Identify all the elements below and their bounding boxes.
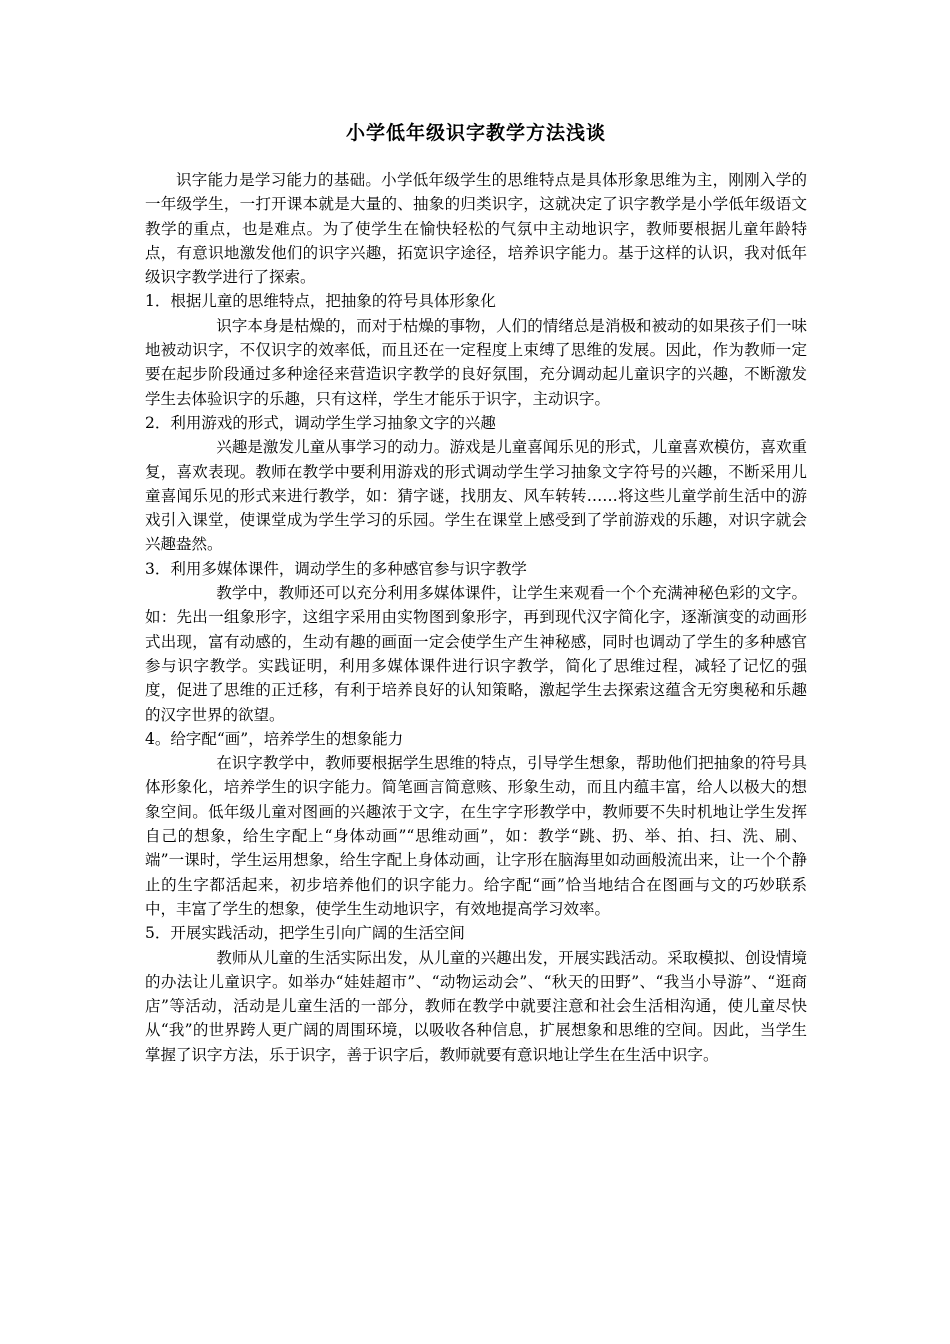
document-title: 小学低年级识字教学方法浅谈 (345, 122, 606, 144)
section-4 (145, 727, 807, 921)
document-page (145, 118, 807, 1067)
section-heading: 1．根据儿童的思维特点，把抽象的符号具体形象化 (145, 292, 496, 311)
section-heading: 3．利用多媒体课件，调动学生的多种感官参与识字教学 (145, 559, 527, 578)
section-body: 兴趣是激发儿童从事学习的动力。游戏是儿童喜闻乐见的形式，儿童喜欢模仿，喜欢重复，喜欢表现。教师在教学中要利用游戏的形式调动学生学习抽象文字符号的兴趣，不断采用儿童喜闻乐见的形式来进行教学，如：猜字谜，找朋友、风车转转……将这些儿童学前生活中的游戏引入课堂，使课堂成为学生学习的乐园。学生在课堂上感受到了学前游戏的乐趣，对识字就会兴趣盎然。 (145, 438, 807, 554)
section-body: 在识字教学中，教师要根据学生思维的特点，引导学生想象，帮助他们把抽象的符号具体形象化，培养学生的识字能力。简笔画言简意赅、形象生动，而且内蕴丰富，给人以极大的想象空间。低年级儿童对图画的兴趣浓于文字，在生字字形教学中，教师要不失时机地让学生发挥自己的想象，给生字配上“身体动画”“思维动画”，如：教学“跳、扔、举、拍、扫、洗、刷、端”一课时，学生运用想象，给生字配上身体动画，让字形在脑海里如动画般流出来，让一个个静止的生字都活起来，初步培养他们的识字能力。给字配“画”恰当地结合在图画与文的巧妙联系中，丰富了学生的想象，使学生生动地识字，有效地提高学习效率。 (145, 754, 807, 918)
section-body: 教师从儿童的生活实际出发，从儿童的兴趣出发，开展实践活动。采取模拟、创设情境的办法让儿童识字。如举办“娃娃超市”、“动物运动会”、“秋天的田野”、“我当小导游”、“逛商店”等活动，活动是儿童生活的一部分，教师在教学中就要注意和社会生活相沟通，使儿童尽快从“我”的世界跨人更广阔的周围环境，以吸收各种信息，扩展想象和思维的空间。因此，当学生掌握了识字方法，乐于识字，善于识字后，教师就要有意识地让学生在生活中识字。 (145, 948, 807, 1064)
section-body: 识字本身是枯燥的，而对于枯燥的事物，人们的情绪总是消极和被动的如果孩子们一味地被动识字，不仅识字的效率低，而且还在一定程度上束缚了思维的发展。因此，作为教师一定要在起步阶段通过多种途径来营造识字教学的良好氛围，充分调动起儿童识字的兴趣，不断激发学生去体验识字的乐趣，只有这样，学生才能乐于识字，主动识字。 (145, 316, 807, 408)
section-5 (145, 921, 807, 1067)
section-heading: 4。给字配“画”，培养学生的想象能力 (145, 729, 404, 748)
section-2 (145, 411, 807, 557)
section-body: 教学中，教师还可以充分利用多媒体课件，让学生来观看一个个充满神秘色彩的文字。如：先出一组象形字，这组字采用由实物图到象形字，再到现代汉字简化字，逐渐演变的动画形式出现，富有动感的，生动有趣的画面一定会使学生产生神秘感，同时也调动了学生的多种感官参与识字教学。实践证明，利用多媒体课件进行识字教学，简化了思维过程，减轻了记忆的强度，促进了思维的正迁移，有利于培养良好的认知策略，激起学生去探索这蕴含无穷奥秘和乐趣的汉字世界的欲望。 (145, 584, 807, 724)
section-1 (145, 289, 807, 410)
section-heading: 2．利用游戏的形式，调动学生学习抽象文字的兴趣 (145, 413, 496, 432)
section-3 (145, 557, 807, 727)
intro-paragraph: 识字能力是学习能力的基础。小学低年级学生的思维特点是具体形象思维为主，刚刚入学的一年级学生，一打开课本就是大量的、抽象的归类识字，这就决定了识字教学是小学低年级语文教学的重点，也是难点。为了使学生在愉快轻松的气氛中主动地识字，教师要根据儿童年龄特点，有意识地激发他们的识字兴趣，拓宽识字途径，培养识字能力。基于这样的认识，我对低年级识字教学进行了探索。 (145, 171, 807, 287)
section-heading: 5．开展实践活动，把学生引向广阔的生活空间 (145, 924, 465, 943)
